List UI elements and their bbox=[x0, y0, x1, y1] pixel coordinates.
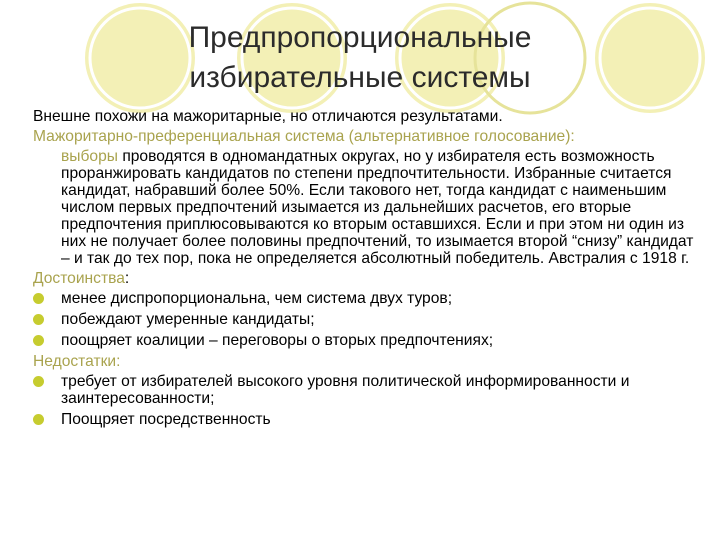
system-description bbox=[33, 148, 705, 267]
bullet-icon bbox=[33, 293, 44, 304]
system-body: проводятся в одномандатных округах, но у избирателя есть возможность проранжировать кандидатов по степени предпочтительности. Избранные считается кандидат, набравший более 50%. Если такового нет, тогда кандидат с наименьшим числом первых предпочтений изымается из дальнейших расчетов, его вторые предпочтения приплюсовываются ко вторым оставшихся. Если и при этом ни один из них не получает более половины предпочтений, то изымается второй “снизу” кандидат – и так до тех пор, пока не определяется абсолютный победитель. Австралия с 1918 г. bbox=[61, 148, 694, 267]
slide-title bbox=[100, 18, 620, 98]
bullet-icon bbox=[33, 414, 44, 425]
list-item: менее диспропорциональна, чем система двух туров; bbox=[33, 290, 705, 307]
advantages-heading: Достоинства: bbox=[33, 270, 130, 287]
list-item: поощряет коалиции – переговоры о вторых предпочтениях; bbox=[33, 332, 705, 349]
list-item: требует от избирателей высокого уровня политической информированности и заинтересованности; bbox=[33, 373, 705, 407]
system-highlight: выборы bbox=[61, 148, 118, 165]
system-heading: Мажоритарно-преференциальная система (альтернативное голосование): bbox=[33, 128, 575, 145]
intro-text: Внешне похожи на мажоритарные, но отличаются результатами. bbox=[33, 108, 503, 125]
list-item: побеждают умеренные кандидаты; bbox=[33, 311, 705, 328]
list-item: Поощряет посредственность bbox=[33, 411, 705, 428]
slide-body bbox=[33, 108, 705, 432]
title-line-2: избирательные системы bbox=[189, 61, 531, 94]
bullet-icon bbox=[33, 314, 44, 325]
disadvantages-heading: Недостатки: bbox=[33, 353, 121, 370]
bullet-icon bbox=[33, 335, 44, 346]
title-line-1: Предпропорциональные bbox=[188, 21, 532, 54]
bullet-icon bbox=[33, 376, 44, 387]
